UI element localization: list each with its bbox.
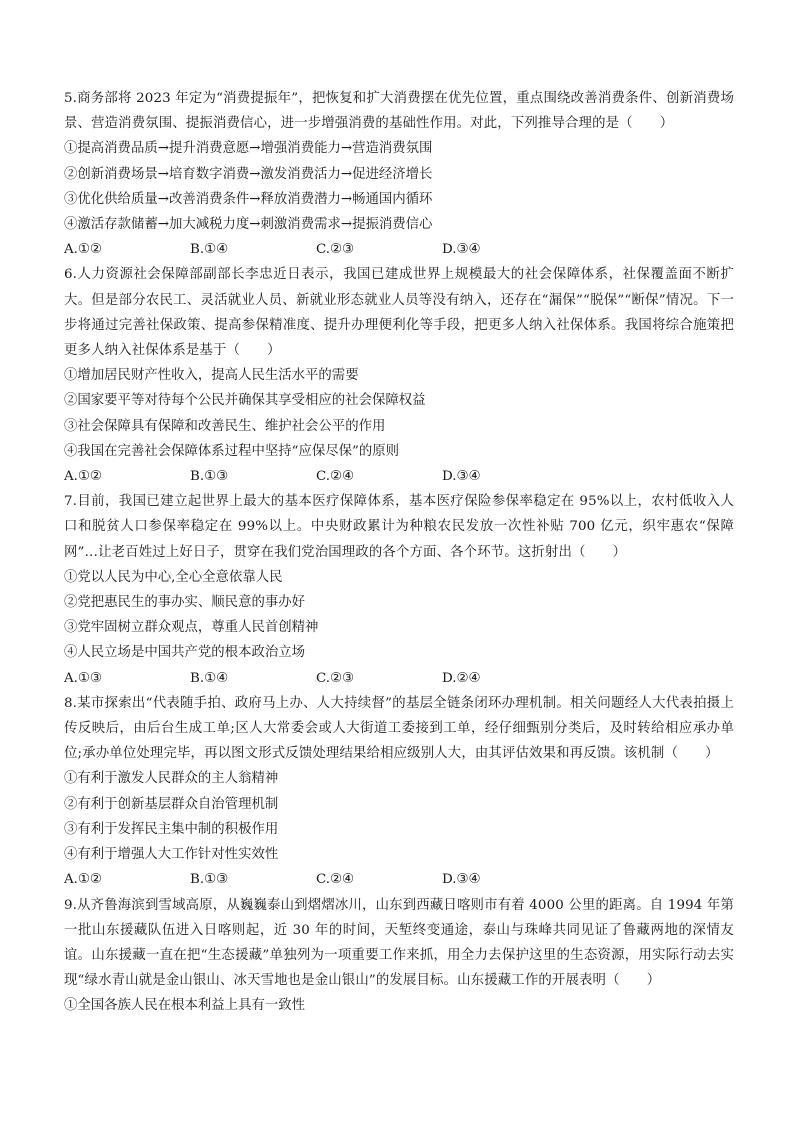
option-1: ①有利于激发人民群众的主人翁精神 [64, 771, 279, 787]
choice-a: A.①② [64, 469, 102, 485]
choice-d: D.③④ [442, 469, 481, 485]
option-4: ④激活存款储蓄→加大减税力度→刺激消费需求→提振消费信心 [64, 217, 433, 233]
question-stem: 5.商务部将 2023 年定为“消费提振年”，把恢复和扩大消费摆在优先位置，重点围绕改善消费条件、创新消费场景、营造消费氛围、提振消费信心，进一步增强消费的基础性作用。对此，下列推导合理的是（ ） [64, 91, 734, 132]
question-7 [64, 489, 734, 691]
option-2: ②党把惠民生的事办实、顺民意的事办好 [64, 595, 306, 611]
choice-c: C.②③ [316, 242, 355, 258]
option-1: ①增加居民财产性收入，提高人民生活水平的需要 [64, 368, 359, 384]
answer-choices [64, 237, 734, 262]
option-2: ②创新消费场景→培育数字消费→激发消费活力→促进经济增长 [64, 166, 433, 182]
option-1: ①党以人民为中心,全心全意依靠人民 [64, 569, 283, 585]
choice-d: D.③④ [442, 872, 481, 888]
option-3: ③有利于发挥民主集中制的积极作用 [64, 821, 279, 837]
question-stem: 7.目前，我国已建立起世界上最大的基本医疗保障体系，基本医疗保险参保率稳定在 95%以上，农村低收入人口和脱贫人口参保率稳定在 99%以上。中央财政累计为种粮农民发放一次性补贴 700 亿元，织牢惠农“保障网”…让老百姓过上好日子，贯穿在我们党治国理政的各个方面、各个环节。这折射出（ ） [64, 494, 734, 560]
choice-c: C.②④ [316, 469, 355, 485]
choice-a: A.①② [64, 872, 102, 888]
option-3: ③党牢固树立群众观点，尊重人民首创精神 [64, 620, 319, 636]
option-2: ②有利于创新基层群众自治管理机制 [64, 796, 279, 812]
choice-c: C.②④ [316, 872, 355, 888]
choice-b: B.①④ [190, 670, 229, 686]
choice-d: D.③④ [442, 242, 481, 258]
question-9 [64, 893, 734, 1019]
option-3: ③优化供给质量→改善消费条件→释放消费潜力→畅通国内循环 [64, 191, 433, 207]
answer-choices [64, 867, 734, 892]
choice-c: C.②③ [316, 670, 355, 686]
choice-d: D.②④ [442, 670, 481, 686]
option-4: ④我国在完善社会保障体系过程中坚持“应保尽保”的原则 [64, 443, 400, 459]
option-2: ②国家要平等对待每个公民并确保其享受相应的社会保障权益 [64, 393, 426, 409]
option-1: ①全国各族人民在根本利益上具有一致性 [64, 998, 306, 1014]
option-4: ④人民立场是中国共产党的根本政治立场 [64, 645, 306, 661]
option-1: ①提高消费品质→提升消费意愿→增强消费能力→营造消费氛围 [64, 141, 433, 157]
choice-b: B.①③ [190, 469, 229, 485]
answer-choices [64, 464, 734, 489]
question-8 [64, 691, 734, 893]
question-stem: 6.人力资源社会保障部副部长李忠近日表示，我国已建成世界上规模最大的社会保障体系，社保覆盖面不断扩大。但是部分农民工、灵活就业人员、新就业形态就业人员等没有纳入，还存在“漏保”“脱保”“断保”情况。下一步将通过完善社保政策、提高参保精准度、提升办理便利化等手段，把更多人纳入社保体系。我国将综合施策把更多人纳入社保体系是基于（ ） [64, 267, 734, 359]
choice-b: B.①④ [190, 242, 229, 258]
choice-b: B.①③ [190, 872, 229, 888]
choice-a: A.①③ [64, 670, 102, 686]
choice-a: A.①② [64, 242, 102, 258]
question-6 [64, 262, 734, 489]
question-stem: 8.某市探索出“代表随手拍、政府马上办、人大持续督”的基层全链条闭环办理机制。相关问题经人大代表拍摄上传反映后，由后台生成工单;区人大常委会或人大街道工委接到工单，经仔细甄别分类后，及时转给相应承办单位;承办单位处理完毕，再以图文形式反馈处理结果给相应级别人大，由其评估效果和再反馈。该机制（ ） [64, 695, 734, 762]
question-stem: 9.从齐鲁海滨到雪域高原，从巍巍泰山到熠熠冰川，山东到西藏日喀则市有着 4000 公里的距离。自 1994 年第一批山东援藏队伍进入日喀则起，近 30 年的时间，天堑终变通途，泰山与珠峰共同见证了鲁藏两地的深情友谊。山东援藏一直在把“生态援藏”单独列为一项重要工作来抓，用全力去保护这里的生态资源，用实际行动去实现“绿水青山就是金山银山、冰天雪地也是金山银山”的发展目标。山东援藏工作的开展表明（ ） [64, 897, 734, 989]
option-3: ③社会保障具有保障和改善民生、维护社会公平的作用 [64, 418, 386, 434]
option-4: ④有利于增强人大工作针对性实效性 [64, 847, 279, 863]
exam-page [64, 86, 734, 1019]
answer-choices [64, 666, 734, 691]
question-5 [64, 86, 734, 262]
